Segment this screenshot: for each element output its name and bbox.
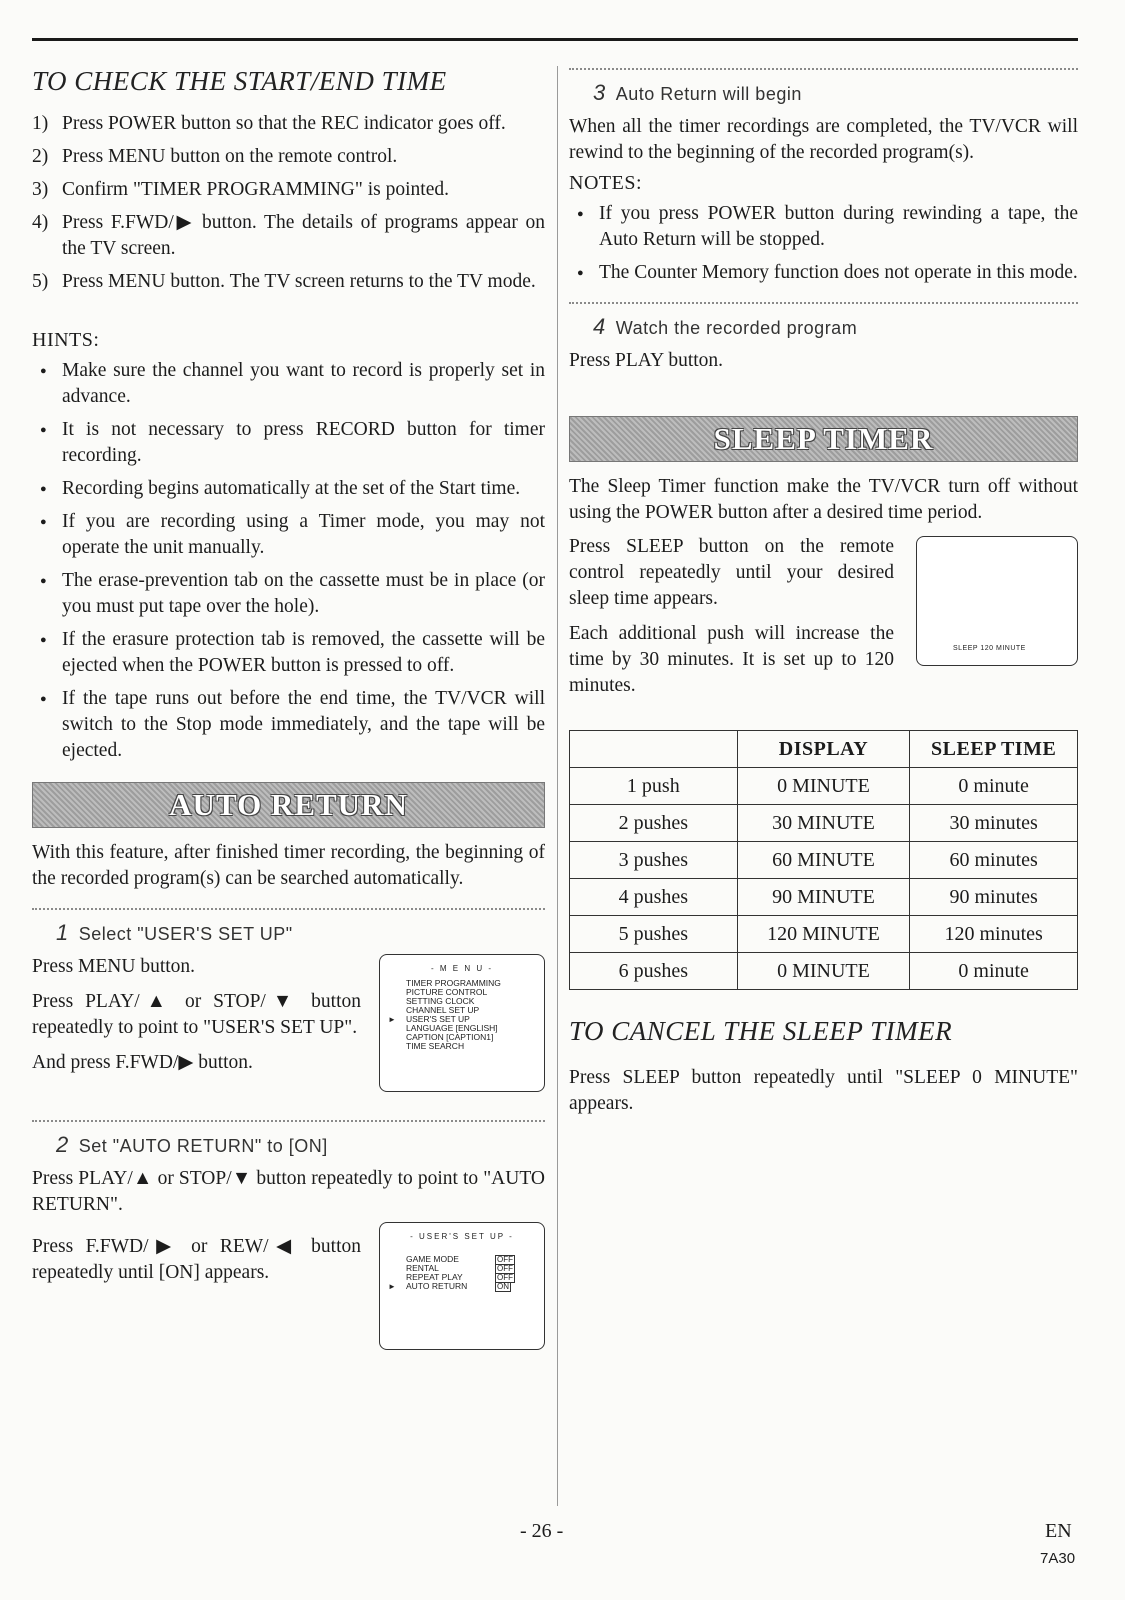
list-item: ● The Counter Memory function does not operate in this mode. — [569, 260, 1078, 286]
dotted-divider — [569, 68, 1078, 70]
auto-return-banner-title: AUTO RETURN — [169, 787, 408, 822]
menu-item: SETTING CLOCK — [406, 996, 475, 1006]
list-item: ● If you press POWER button during rewinding a tape, the Auto Return will be stopped. — [569, 201, 1078, 253]
menu-item: TIMER PROGRAMMING — [406, 978, 501, 988]
sleep-timer-banner — [569, 416, 1078, 462]
right-column — [569, 60, 1078, 1117]
hints-list — [32, 358, 545, 764]
menu-item-selected: ► USER'S SET UP — [380, 1015, 544, 1024]
list-item: ● The erase-prevention tab on the cassette must be in place (or you must put tape over the hole). — [32, 568, 545, 620]
menu-item: TIME SEARCH — [406, 1041, 465, 1051]
step-3-text: When all the timer recordings are completed, the TV/VCR will rewind to the beginning of the recorded program(s). — [569, 116, 1078, 163]
dotted-divider — [32, 908, 545, 910]
list-item: 5) Press MENU button. The TV screen returns to the TV mode. — [32, 271, 536, 292]
sleep-screen-illustration: SLEEP 120 MINUTE — [916, 536, 1078, 666]
users-setup-screen-illustration: - USER'S SET UP - GAME MODE OFF RENTAL OFF REPEAT PLAY OFF ► AUTO RETURN ON — [379, 1222, 545, 1350]
menu-item: PICTURE CONTROL — [406, 987, 488, 997]
step-4-title: 4 Watch the recorded program — [593, 314, 858, 339]
document-code: 7A30 — [1040, 1550, 1076, 1567]
menu-item: CAPTION [CAPTION1] — [406, 1032, 494, 1042]
table-row: 5 pushes 120 MINUTE 120 minutes — [570, 916, 1078, 953]
table-row: 3 pushes 60 MINUTE 60 minutes — [570, 842, 1078, 879]
auto-return-intro: With this feature, after finished timer recording, the beginning of the recorded program(s) can be searched automatically. — [32, 842, 545, 889]
list-item: 2) Press MENU button on the remote control. — [32, 146, 398, 167]
menu-item: GAME MODE OFF — [406, 1254, 513, 1264]
table-header: SLEEP TIME — [910, 731, 1078, 768]
list-item: ● Make sure the channel you want to record is properly set in advance. — [32, 358, 545, 410]
table-header-row — [570, 731, 1078, 768]
list-item: ● If the tape runs out before the end time, the TV/VCR will switch to the Stop mode immediately, and the tape will be ejected. — [32, 686, 545, 764]
list-item: ● If the erasure protection tab is removed, the cassette will be ejected when the POWER button is pressed to off. — [32, 627, 545, 679]
menu-item: REPEAT PLAY OFF — [406, 1272, 513, 1282]
sleep-instructions-text: Press SLEEP button on the remote control repeatedly until your desired sleep time appears. Each additional push will increase the time by 30 minutes. It is set up to 120 minutes. — [569, 536, 894, 696]
cancel-sleep-text: Press SLEEP button repeatedly until "SLEEP 0 MINUTE" appears. — [569, 1067, 1078, 1114]
list-item: ● Recording begins automatically at the set of the Start time. — [32, 476, 545, 502]
menu-item-selected: ► AUTO RETURN ON — [380, 1282, 544, 1291]
table-header — [570, 731, 738, 768]
language-code: EN — [1045, 1520, 1072, 1542]
step-2-title: 2 Set "AUTO RETURN" to [ON] — [56, 1132, 328, 1157]
sleep-instructions-row — [569, 534, 1078, 708]
left-column — [32, 60, 545, 1350]
list-item: 3) Confirm "TIMER PROGRAMMING" is pointed. — [32, 179, 449, 200]
cancel-sleep-heading: TO CANCEL THE SLEEP TIMER — [569, 1016, 953, 1046]
step-3-title: 3 Auto Return will begin — [593, 80, 802, 105]
list-item: ● If you are recording using a Timer mode, you may not operate the unit manually. — [32, 509, 545, 561]
table-row: 1 push 0 MINUTE 0 minute — [570, 768, 1078, 805]
top-rule — [32, 38, 1078, 41]
menu-item: RENTAL OFF — [406, 1263, 513, 1273]
check-time-steps — [32, 111, 545, 295]
page-number: - 26 - — [520, 1520, 564, 1542]
list-item: 4) Press F.FWD/▶ button. The details of programs appear on the TV screen. — [32, 212, 545, 259]
hints-heading: HINTS: — [32, 329, 100, 351]
menu-item: CHANNEL SET UP — [406, 1005, 480, 1015]
dotted-divider — [569, 302, 1078, 304]
dotted-divider — [32, 1120, 545, 1122]
table-row: 4 pushes 90 MINUTE 90 minutes — [570, 879, 1078, 916]
auto-return-banner — [32, 782, 545, 828]
menu-item: LANGUAGE [ENGLISH] — [406, 1023, 498, 1033]
sleep-time-table — [569, 730, 1078, 990]
step-2-text: Press F.FWD/▶ or REW/◀ button repeatedly until [ON] appears. — [32, 1236, 361, 1283]
column-divider — [557, 66, 558, 1506]
check-time-heading: TO CHECK THE START/END TIME — [32, 66, 447, 96]
step-2-text-1: Press PLAY/▲ or STOP/▼ button repeatedly to point to "AUTO RETURN". — [32, 1168, 545, 1215]
sleep-timer-intro: The Sleep Timer function make the TV/VCR turn off without using the POWER button after a desired time period. — [569, 476, 1078, 523]
sleep-timer-banner-title: SLEEP TIMER — [713, 421, 934, 456]
menu-screen-illustration: - M E N U - TIMER PROGRAMMING PICTURE CONTROL SETTING CLOCK CHANNEL SET UP ► USER'S SET UP LANGUAGE [ENGLISH] CAPTION [CAPTION1] TIME SEARCH — [379, 954, 545, 1092]
notes-list — [569, 201, 1078, 286]
list-item: ● It is not necessary to press RECORD button for timer recording. — [32, 417, 545, 469]
step-1-title: 1 Select "USER'S SET UP" — [56, 920, 293, 945]
notes-heading: NOTES: — [569, 172, 642, 194]
step-2-row — [32, 1222, 545, 1350]
table-header: DISPLAY — [737, 731, 910, 768]
table-row: 2 pushes 30 MINUTE 30 minutes — [570, 805, 1078, 842]
step-4-text: Press PLAY button. — [569, 350, 724, 371]
list-item: 1) Press POWER button so that the REC indicator goes off. — [32, 113, 506, 134]
step-1-row — [32, 954, 545, 1092]
step-1-text: Press MENU button. Press PLAY/▲ or STOP/▼ button repeatedly to point to "USER'S SET UP". And press F.FWD/▶ button. — [32, 956, 361, 1073]
table-row: 6 pushes 0 MINUTE 0 minute — [570, 953, 1078, 990]
